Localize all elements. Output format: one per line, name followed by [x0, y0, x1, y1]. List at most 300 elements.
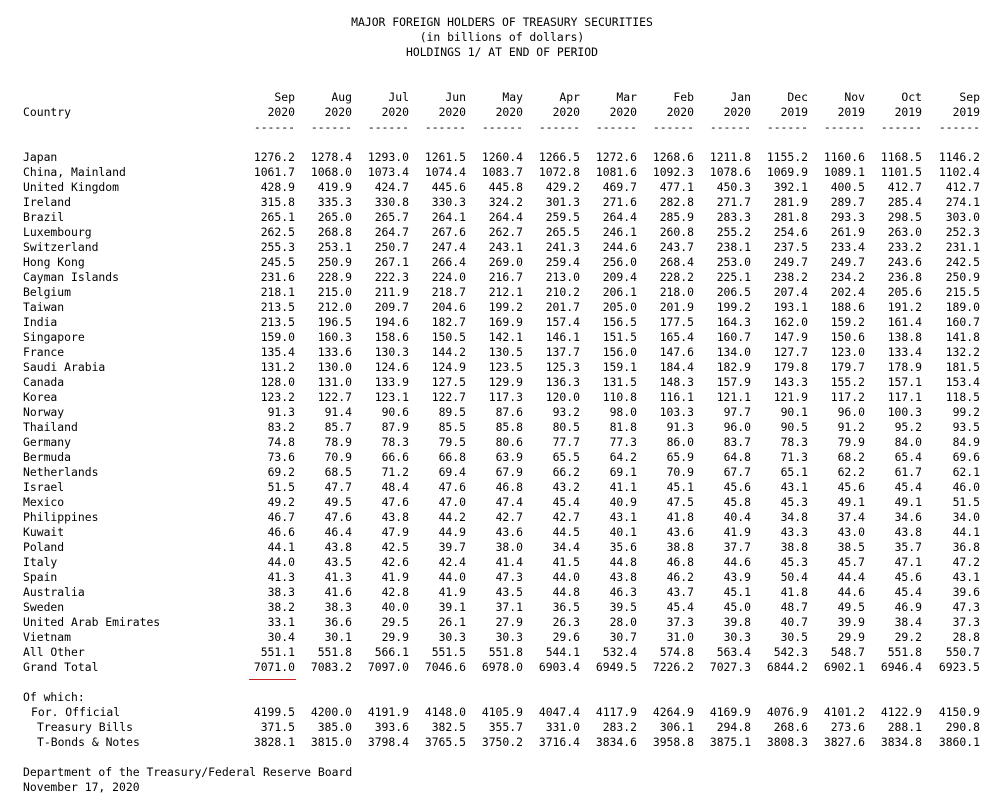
- holding-value: 85.8: [495, 420, 523, 434]
- holding-value: 250.9: [945, 270, 980, 284]
- holding-value: 62.2: [837, 465, 865, 479]
- holding-value: 78.3: [780, 435, 808, 449]
- holding-value: 1068.0: [310, 165, 352, 179]
- holding-value: 6949.5: [595, 660, 637, 674]
- holding-value: 146.1: [545, 330, 580, 344]
- holding-value: 43.1: [952, 570, 980, 584]
- holding-value: 135.4: [260, 345, 295, 359]
- holding-value: 204.6: [431, 300, 466, 314]
- holding-value: 42.6: [381, 555, 409, 569]
- holding-value: 400.5: [830, 180, 865, 194]
- holding-value: 265.5: [545, 225, 580, 239]
- holding-value: 271.7: [716, 195, 751, 209]
- holding-value: 40.9: [609, 495, 637, 509]
- column-header-year: 2020: [267, 105, 295, 119]
- holding-value: 30.3: [438, 630, 466, 644]
- holding-value: 49.1: [894, 495, 922, 509]
- holding-value: 206.5: [716, 285, 751, 299]
- of-which-value: 4148.0: [424, 705, 466, 719]
- holding-value: 79.5: [438, 435, 466, 449]
- holding-value: 1101.5: [880, 165, 922, 179]
- holding-value: 44.0: [438, 570, 466, 584]
- holding-value: 89.5: [438, 405, 466, 419]
- holding-value: 264.1: [431, 210, 466, 224]
- holding-value: 1081.6: [595, 165, 637, 179]
- holding-value: 7027.3: [709, 660, 751, 674]
- holding-value: 40.0: [381, 600, 409, 614]
- holding-value: 39.9: [837, 615, 865, 629]
- holding-value: 1293.0: [367, 150, 409, 164]
- column-header-month: Aug: [331, 90, 352, 104]
- holding-value: 264.4: [602, 210, 637, 224]
- holding-value: 43.3: [780, 525, 808, 539]
- country-name: All Other: [23, 645, 85, 659]
- holding-value: 324.2: [488, 195, 523, 209]
- holding-value: 43.0: [837, 525, 865, 539]
- holding-value: 47.3: [952, 600, 980, 614]
- holding-value: 38.2: [267, 600, 295, 614]
- holding-value: 26.1: [438, 615, 466, 629]
- holding-value: 188.6: [830, 300, 865, 314]
- holding-value: 30.3: [723, 630, 751, 644]
- of-which-value: 273.6: [830, 720, 865, 734]
- holding-value: 70.9: [666, 465, 694, 479]
- holding-value: 253.1: [317, 240, 352, 254]
- holding-value: 1168.5: [880, 150, 922, 164]
- column-header-month: Dec: [787, 90, 808, 104]
- holding-value: 184.4: [659, 360, 694, 374]
- holding-value: 44.6: [837, 585, 865, 599]
- holding-value: 34.6: [894, 510, 922, 524]
- holding-value: 74.8: [267, 435, 295, 449]
- holding-value: 66.8: [438, 450, 466, 464]
- column-header-month: Oct: [901, 90, 922, 104]
- holding-value: 263.0: [887, 225, 922, 239]
- holding-value: 99.2: [952, 405, 980, 419]
- holding-value: 205.6: [887, 285, 922, 299]
- holding-value: 47.6: [324, 510, 352, 524]
- holding-value: 1083.7: [481, 165, 523, 179]
- holding-value: 51.5: [267, 480, 295, 494]
- holding-value: 130.0: [317, 360, 352, 374]
- holding-value: 274.1: [945, 195, 980, 209]
- holding-value: 47.5: [666, 495, 694, 509]
- column-header-year: 2020: [552, 105, 580, 119]
- of-which-value: 4122.9: [880, 705, 922, 719]
- holding-value: 205.0: [602, 300, 637, 314]
- holding-value: 445.6: [431, 180, 466, 194]
- holding-value: 156.0: [602, 345, 637, 359]
- holding-value: 137.7: [545, 345, 580, 359]
- holding-value: 147.9: [773, 330, 808, 344]
- holding-value: 41.4: [495, 555, 523, 569]
- column-header-month: Jan: [730, 90, 751, 104]
- holding-value: 45.4: [894, 480, 922, 494]
- holding-value: 61.7: [894, 465, 922, 479]
- holding-value: 1278.4: [310, 150, 352, 164]
- column-header-year: 2020: [666, 105, 694, 119]
- country-name: Thailand: [23, 420, 78, 434]
- of-which-value: 3860.1: [938, 735, 980, 749]
- holding-value: 64.8: [723, 450, 751, 464]
- holding-value: 238.1: [716, 240, 751, 254]
- holding-value: 43.1: [780, 480, 808, 494]
- column-header-rule: ------: [709, 120, 751, 134]
- holding-value: 41.8: [666, 510, 694, 524]
- holding-value: 153.4: [945, 375, 980, 389]
- holding-value: 211.9: [374, 285, 409, 299]
- holding-value: 136.3: [545, 375, 580, 389]
- holding-value: 79.9: [837, 435, 865, 449]
- holding-value: 542.3: [773, 645, 808, 659]
- holding-value: 133.4: [887, 345, 922, 359]
- holding-value: 123.0: [830, 345, 865, 359]
- holding-value: 45.6: [894, 570, 922, 584]
- holding-value: 268.4: [659, 255, 694, 269]
- holding-value: 45.6: [723, 480, 751, 494]
- holding-value: 91.2: [837, 420, 865, 434]
- holding-value: 66.2: [552, 465, 580, 479]
- country-name: Luxembourg: [23, 225, 92, 239]
- column-header-year: 2019: [952, 105, 980, 119]
- holding-value: 43.1: [609, 510, 637, 524]
- holding-value: 216.7: [488, 270, 523, 284]
- holding-value: 77.7: [552, 435, 580, 449]
- holding-value: 40.4: [723, 510, 751, 524]
- holding-value: 237.5: [773, 240, 808, 254]
- holding-value: 469.7: [602, 180, 637, 194]
- holding-value: 36.8: [952, 540, 980, 554]
- holding-value: 212.0: [317, 300, 352, 314]
- holding-value: 271.6: [602, 195, 637, 209]
- holding-value: 243.6: [887, 255, 922, 269]
- of-which-value: 4199.5: [253, 705, 295, 719]
- holding-value: 45.3: [780, 555, 808, 569]
- holding-value: 301.3: [545, 195, 580, 209]
- of-which-value: 4169.9: [709, 705, 751, 719]
- holding-value: 429.2: [545, 180, 580, 194]
- column-header-year: 2020: [381, 105, 409, 119]
- holding-value: 45.1: [723, 585, 751, 599]
- holding-value: 1074.4: [424, 165, 466, 179]
- of-which-value: 355.7: [488, 720, 523, 734]
- holding-value: 1102.4: [938, 165, 980, 179]
- holding-value: 544.1: [545, 645, 580, 659]
- holding-value: 90.1: [780, 405, 808, 419]
- holding-value: 42.4: [438, 555, 466, 569]
- holding-value: 255.2: [716, 225, 751, 239]
- column-header-month: Jun: [445, 90, 466, 104]
- holding-value: 245.5: [260, 255, 295, 269]
- holding-value: 34.8: [780, 510, 808, 524]
- holding-value: 42.8: [381, 585, 409, 599]
- column-header-month: Apr: [559, 90, 580, 104]
- country-name: United Arab Emirates: [23, 615, 161, 629]
- holding-value: 28.0: [609, 615, 637, 629]
- holding-value: 67.9: [495, 465, 523, 479]
- holding-value: 189.0: [945, 300, 980, 314]
- holding-value: 330.8: [374, 195, 409, 209]
- holding-value: 210.2: [545, 285, 580, 299]
- holding-value: 129.9: [488, 375, 523, 389]
- holding-value: 6902.1: [823, 660, 865, 674]
- column-header-month: Nov: [844, 90, 865, 104]
- country-name: Saudi Arabia: [23, 360, 106, 374]
- of-which-value: 3808.3: [766, 735, 808, 749]
- holding-value: 412.7: [945, 180, 980, 194]
- holding-value: 117.1: [887, 390, 922, 404]
- column-header-year: 2020: [609, 105, 637, 119]
- holding-value: 450.3: [716, 180, 751, 194]
- holding-value: 71.3: [780, 450, 808, 464]
- country-name: Canada: [23, 375, 65, 389]
- holding-value: 551.5: [431, 645, 466, 659]
- holding-value: 45.8: [723, 495, 751, 509]
- holding-value: 62.1: [952, 465, 980, 479]
- holding-value: 30.3: [495, 630, 523, 644]
- holding-value: 26.3: [552, 615, 580, 629]
- holding-value: 80.6: [495, 435, 523, 449]
- holding-value: 191.2: [887, 300, 922, 314]
- holding-value: 253.0: [716, 255, 751, 269]
- holding-value: 243.1: [488, 240, 523, 254]
- country-name: Vietnam: [23, 630, 72, 644]
- holding-value: 44.6: [723, 555, 751, 569]
- holding-value: 142.1: [488, 330, 523, 344]
- holding-value: 44.1: [267, 540, 295, 554]
- holding-value: 157.1: [887, 375, 922, 389]
- holding-value: 124.6: [374, 360, 409, 374]
- holding-value: 46.2: [666, 570, 694, 584]
- holding-value: 47.1: [894, 555, 922, 569]
- holding-value: 44.4: [837, 570, 865, 584]
- holding-value: 218.7: [431, 285, 466, 299]
- of-which-value: 3815.0: [310, 735, 352, 749]
- holding-value: 419.9: [317, 180, 352, 194]
- holding-value: 264.7: [374, 225, 409, 239]
- of-which-row-label: For. Official: [31, 705, 121, 719]
- holding-value: 67.7: [723, 465, 751, 479]
- holding-value: 1155.2: [766, 150, 808, 164]
- holding-value: 209.4: [602, 270, 637, 284]
- holding-value: 265.0: [317, 210, 352, 224]
- holding-value: 289.7: [830, 195, 865, 209]
- column-header-month: May: [502, 90, 523, 104]
- holding-value: 259.4: [545, 255, 580, 269]
- holding-value: 47.3: [495, 570, 523, 584]
- holding-value: 49.2: [267, 495, 295, 509]
- country-name: France: [23, 345, 65, 359]
- holding-value: 41.9: [381, 570, 409, 584]
- holding-value: 39.8: [723, 615, 751, 629]
- holding-value: 38.3: [267, 585, 295, 599]
- holding-value: 218.1: [260, 285, 295, 299]
- holding-value: 268.8: [317, 225, 352, 239]
- holding-value: 41.8: [780, 585, 808, 599]
- of-which-value: 3798.4: [367, 735, 409, 749]
- country-name: Germany: [23, 435, 72, 449]
- holding-value: 161.4: [887, 315, 922, 329]
- holding-value: 30.1: [324, 630, 352, 644]
- holding-value: 38.8: [780, 540, 808, 554]
- holding-value: 86.0: [666, 435, 694, 449]
- holding-value: 45.6: [837, 480, 865, 494]
- holding-value: 247.4: [431, 240, 466, 254]
- holding-value: 120.0: [545, 390, 580, 404]
- holding-value: 29.6: [552, 630, 580, 644]
- holding-value: 133.6: [317, 345, 352, 359]
- holding-value: 43.6: [495, 525, 523, 539]
- holding-value: 293.3: [830, 210, 865, 224]
- holding-value: 34.4: [552, 540, 580, 554]
- column-header-rule: ------: [938, 120, 980, 134]
- holding-value: 122.7: [317, 390, 352, 404]
- holding-value: 33.1: [267, 615, 295, 629]
- holding-value: 37.3: [666, 615, 694, 629]
- holding-value: 29.2: [894, 630, 922, 644]
- column-header-rule: ------: [367, 120, 409, 134]
- holding-value: 269.0: [488, 255, 523, 269]
- column-header-rule: ------: [880, 120, 922, 134]
- column-header-month: Jul: [388, 90, 409, 104]
- country-name: Taiwan: [23, 300, 65, 314]
- holding-value: 178.9: [887, 360, 922, 374]
- holding-value: 48.4: [381, 480, 409, 494]
- holding-value: 35.7: [894, 540, 922, 554]
- of-which-value: 283.2: [602, 720, 637, 734]
- holding-value: 243.7: [659, 240, 694, 254]
- holding-value: 236.8: [887, 270, 922, 284]
- column-header-rule: ------: [253, 120, 295, 134]
- holding-value: 41.9: [723, 525, 751, 539]
- holding-value: 91.3: [666, 420, 694, 434]
- of-which-value: 4047.4: [538, 705, 580, 719]
- holding-value: 46.0: [952, 480, 980, 494]
- holding-value: 30.4: [267, 630, 295, 644]
- holding-value: 182.7: [431, 315, 466, 329]
- of-which-value: 4101.2: [823, 705, 865, 719]
- holding-value: 201.7: [545, 300, 580, 314]
- holding-value: 206.1: [602, 285, 637, 299]
- holding-value: 46.6: [267, 525, 295, 539]
- holding-value: 315.8: [260, 195, 295, 209]
- holding-value: 93.2: [552, 405, 580, 419]
- country-name: Israel: [23, 480, 65, 494]
- holding-value: 39.7: [438, 540, 466, 554]
- holding-value: 445.8: [488, 180, 523, 194]
- holding-value: 285.4: [887, 195, 922, 209]
- holding-value: 7097.0: [367, 660, 409, 674]
- column-header-year: 2020: [723, 105, 751, 119]
- holding-value: 234.2: [830, 270, 865, 284]
- holding-value: 45.4: [894, 585, 922, 599]
- of-which-value: 4117.9: [595, 705, 637, 719]
- holding-value: 71.2: [381, 465, 409, 479]
- holding-value: 1072.8: [538, 165, 580, 179]
- country-column-header: Country: [23, 105, 72, 119]
- holding-value: 103.3: [659, 405, 694, 419]
- holding-value: 30.7: [609, 630, 637, 644]
- holding-value: 50.4: [780, 570, 808, 584]
- country-name: Australia: [23, 585, 85, 599]
- holding-value: 121.9: [773, 390, 808, 404]
- holding-value: 182.9: [716, 360, 751, 374]
- holding-value: 42.5: [381, 540, 409, 554]
- holding-value: 231.6: [260, 270, 295, 284]
- column-header-rule: ------: [595, 120, 637, 134]
- holding-value: 228.2: [659, 270, 694, 284]
- holding-value: 199.2: [488, 300, 523, 314]
- country-name: Hong Kong: [23, 255, 85, 269]
- holding-value: 44.2: [438, 510, 466, 524]
- holding-value: 246.1: [602, 225, 637, 239]
- holding-value: 1276.2: [253, 150, 295, 164]
- holding-value: 1160.6: [823, 150, 865, 164]
- holding-value: 1268.6: [652, 150, 694, 164]
- holding-value: 29.9: [381, 630, 409, 644]
- holding-value: 228.9: [317, 270, 352, 284]
- holding-value: 125.3: [545, 360, 580, 374]
- holding-value: 285.9: [659, 210, 694, 224]
- holding-value: 233.4: [830, 240, 865, 254]
- holding-value: 40.7: [780, 615, 808, 629]
- country-name: Switzerland: [23, 240, 99, 254]
- holding-value: 1261.5: [424, 150, 466, 164]
- holding-value: 267.1: [374, 255, 409, 269]
- holding-value: 65.4: [894, 450, 922, 464]
- holding-value: 209.7: [374, 300, 409, 314]
- holding-value: 64.2: [609, 450, 637, 464]
- holding-value: 213.5: [260, 300, 295, 314]
- country-name: China, Mainland: [23, 165, 126, 179]
- holding-value: 29.5: [381, 615, 409, 629]
- holding-value: 70.9: [324, 450, 352, 464]
- holding-value: 179.8: [773, 360, 808, 374]
- holding-value: 34.0: [952, 510, 980, 524]
- holding-value: 38.4: [894, 615, 922, 629]
- holding-value: 46.8: [666, 555, 694, 569]
- holding-value: 38.5: [837, 540, 865, 554]
- holding-value: 155.2: [830, 375, 865, 389]
- holding-value: 65.1: [780, 465, 808, 479]
- holding-value: 156.5: [602, 315, 637, 329]
- column-header-year: 2019: [894, 105, 922, 119]
- holding-value: 47.0: [438, 495, 466, 509]
- holding-value: 43.8: [324, 540, 352, 554]
- holding-value: 134.0: [716, 345, 751, 359]
- country-name: Singapore: [23, 330, 85, 344]
- holding-value: 551.8: [887, 645, 922, 659]
- holding-value: 91.4: [324, 405, 352, 419]
- holding-value: 44.0: [552, 570, 580, 584]
- column-header-year: 2020: [438, 105, 466, 119]
- holding-value: 551.8: [488, 645, 523, 659]
- report-title: MAJOR FOREIGN HOLDERS OF TREASURY SECURITIES: [351, 15, 653, 29]
- holding-value: 44.0: [267, 555, 295, 569]
- holding-value: 49.5: [837, 600, 865, 614]
- holding-value: 6978.0: [481, 660, 523, 674]
- of-which-value: 4264.9: [652, 705, 694, 719]
- holding-value: 265.7: [374, 210, 409, 224]
- holding-value: 73.6: [267, 450, 295, 464]
- holding-value: 43.9: [723, 570, 751, 584]
- report-subtitle-period: HOLDINGS 1/ AT END OF PERIOD: [405, 45, 599, 59]
- holding-value: 41.3: [324, 570, 352, 584]
- holding-value: 37.3: [952, 615, 980, 629]
- holding-value: 159.0: [260, 330, 295, 344]
- holding-value: 41.3: [267, 570, 295, 584]
- of-which-value: 4200.0: [310, 705, 352, 719]
